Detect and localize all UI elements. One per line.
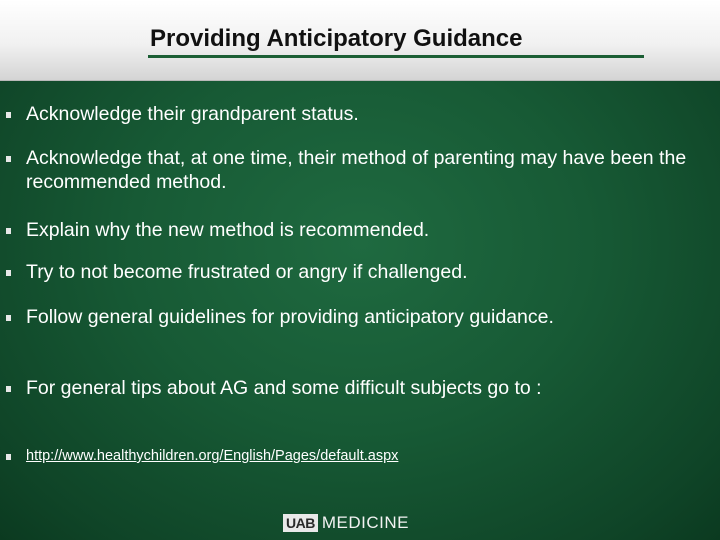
square-bullet-icon <box>6 156 11 162</box>
square-bullet-icon <box>6 454 11 460</box>
square-bullet-icon <box>6 112 11 118</box>
bullet-text: Follow general guidelines for providing anticipatory guidance. <box>26 306 554 328</box>
bullet-text: Explain why the new method is recommended. <box>26 219 430 241</box>
bullet-text: Acknowledge that, at one time, their method of parenting may have been the recommended method. <box>26 147 687 193</box>
bullet-item <box>6 376 696 400</box>
bullet-text: Try to not become frustrated or angry if challenged. <box>26 261 468 283</box>
bullet-item <box>6 305 696 329</box>
bullet-item <box>6 260 696 284</box>
bullet-text: For general tips about AG and some difficult subjects go to : <box>26 377 542 399</box>
slide-title: Providing Anticipatory Guidance <box>150 25 523 52</box>
logo-uab-mark: UAB <box>283 514 318 532</box>
bullet-text: Acknowledge their grandparent status. <box>26 103 359 125</box>
title-underline <box>148 55 644 58</box>
bullet-item <box>6 447 696 465</box>
logo-medicine-text: MEDICINE <box>321 513 409 532</box>
square-bullet-icon <box>6 228 11 234</box>
healthychildren-link[interactable]: http://www.healthychildren.org/English/Pages/default.aspx <box>26 448 399 464</box>
bullet-item <box>6 102 696 126</box>
square-bullet-icon <box>6 386 11 392</box>
square-bullet-icon <box>6 270 11 276</box>
square-bullet-icon <box>6 315 11 321</box>
bullet-item <box>6 218 696 242</box>
uab-medicine-logo <box>283 511 443 535</box>
bullet-item <box>6 146 696 194</box>
title-bar <box>0 0 720 81</box>
